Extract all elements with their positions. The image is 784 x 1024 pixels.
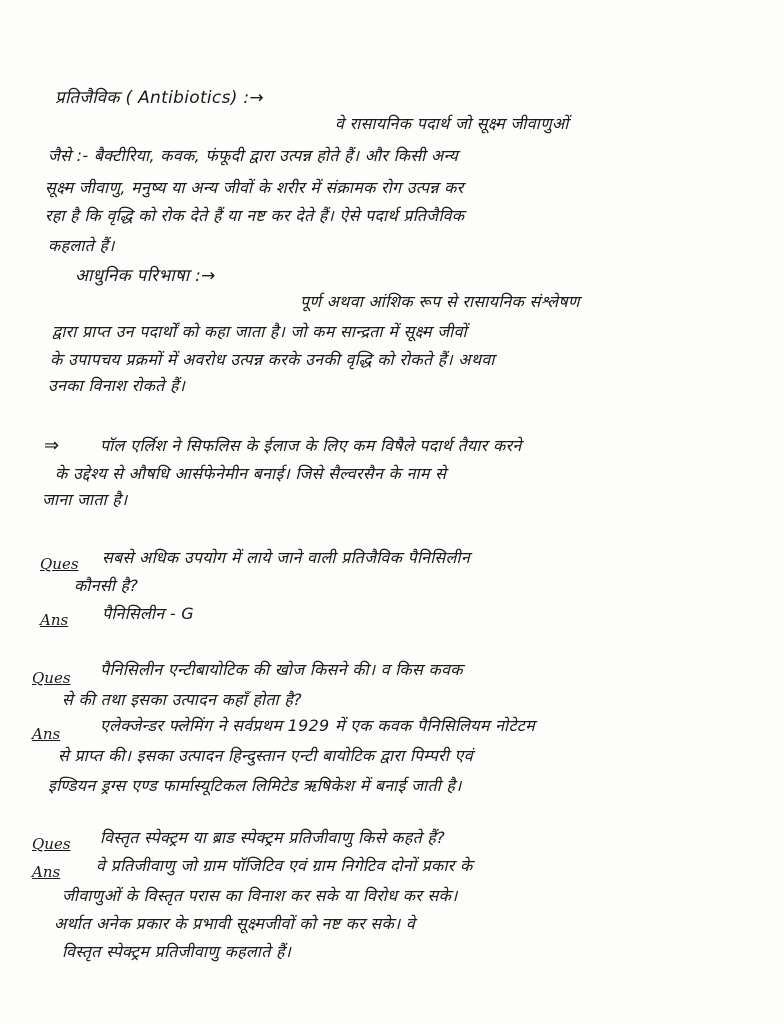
ans-label: Ans: [32, 725, 61, 743]
antibiotics-heading: प्रतिजैविक ( Antibiotics) :→: [55, 88, 264, 108]
antibiotics-def-line-2: जैसे :- बैक्टीरिया, कवक, फंफूदी द्वारा उत्पन्न होते हैं। और किसी अन्य: [48, 146, 459, 165]
ehrlich-line-2: के उद्देश्य से औषधि आर्सफेनेमीन बनाई। जिसे सैल्वरसैन के नाम से: [55, 464, 447, 483]
ehrlich-line-3: जाना जाता है।: [42, 490, 128, 509]
modern-definition-heading: आधुनिक परिभाषा :→: [75, 266, 216, 286]
question-1-line-2: कौनसी है?: [74, 576, 139, 595]
ehrlich-line-1: पॉल एर्लिश ने सिफलिस के ईलाज के लिए कम विषैले पदार्थ तैयार करने: [100, 436, 522, 455]
antibiotics-def-line-5: कहलाते हैं।: [48, 236, 115, 255]
question-1-line-1: सबसे अधिक उपयोग में लाये जाने वाली प्रतिजैविक पैनिसिलीन: [102, 548, 471, 567]
ques-label: Ques: [40, 555, 79, 573]
question-2-line-1: पैनिसिलीन एन्टीबायोटिक की खोज किसने की। व किस कवक: [100, 660, 463, 679]
modern-def-line-1: पूर्ण अथवा आंशिक रूप से रासायनिक संश्लेषण: [300, 292, 580, 311]
answer-3-line-4: विस्तृत स्पेक्ट्रम प्रतिजीवाणु कहलाते हैं।: [62, 942, 292, 961]
double-arrow-icon: ⇒: [44, 435, 60, 456]
ans-label: Ans: [32, 863, 61, 881]
question-3-line-1: विस्तृत स्पेक्ट्रम या ब्राड स्पेक्ट्रम प्रतिजीवाणु किसे कहते हैं?: [100, 828, 446, 847]
antibiotics-def-line-3: सूक्ष्म जीवाणु, मनुष्य या अन्य जीवों के शरीर में संक्रामक रोग उत्पन्न कर: [45, 178, 464, 197]
ques-label: Ques: [32, 669, 71, 687]
ques-label: Ques: [32, 835, 71, 853]
modern-def-line-3: के उपापचय प्रक्रमों में अवरोध उत्पन्न करके उनकी वृद्धि को रोकते हैं। अथवा: [50, 350, 495, 369]
question-2-line-2: से की तथा इसका उत्पादन कहाँ होता है?: [62, 690, 302, 709]
modern-def-line-4: उनका विनाश रोकते हैं।: [48, 376, 186, 395]
ans-label: Ans: [40, 611, 69, 629]
answer-3-line-3: अर्थात अनेक प्रकार के प्रभावी सूक्ष्मजीवों को नष्ट कर सके। वे: [54, 914, 416, 933]
answer-2-line-3: इण्डियन ड्रग्स एण्ड फार्मास्यूटिकल लिमिटेड ऋषिकेश में बनाई जाती है।: [48, 776, 462, 795]
modern-def-line-2: द्वारा प्राप्त उन पदार्थों को कहा जाता है। जो कम सान्द्रता में सूक्ष्म जीवों: [52, 322, 467, 341]
answer-1-line-1: पैनिसिलीन - G: [102, 604, 194, 623]
answer-2-line-2: से प्राप्त की। इसका उत्पादन हिन्दुस्तान एन्टी बायोटिक द्वारा पिम्परी एवं: [58, 746, 473, 765]
antibiotics-def-line-4: रहा है कि वृद्धि को रोक देते हैं या नष्ट कर देते हैं। ऐसे पदार्थ प्रतिजैविक: [45, 206, 465, 225]
antibiotics-def-line-1: वे रासायनिक पदार्थ जो सूक्ष्म जीवाणुओं: [335, 114, 569, 133]
answer-3-line-2: जीवाणुओं के विस्तृत परास का विनाश कर सके या विरोध कर सके।: [62, 886, 458, 905]
answer-3-line-1: वे प्रतिजीवाणु जो ग्राम पॉजिटिव एवं ग्राम निगेटिव दोनों प्रकार के: [96, 856, 473, 875]
answer-2-line-1: एलेक्जेन्डर फ्लेमिंग ने सर्वप्रथम 1929 में एक कवक पैनिसिलियम नोटेटम: [100, 716, 536, 735]
